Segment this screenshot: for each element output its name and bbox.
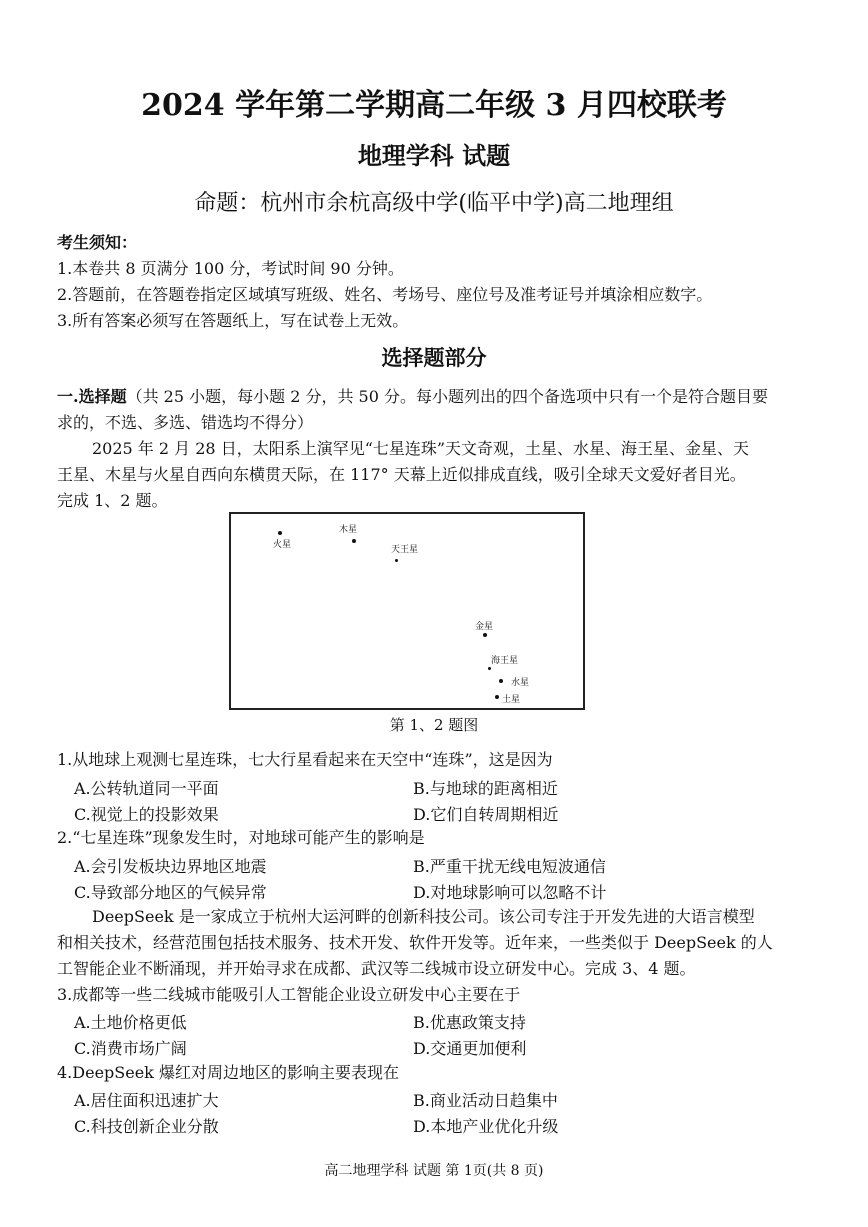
saturn-dot [495, 695, 499, 699]
passage1-line: 完成 1、2 题。 [57, 491, 168, 510]
saturn-label: 土星 [502, 695, 521, 705]
option-d[interactable]: D.对地球影响可以忽略不计 [413, 883, 607, 902]
figure-caption: 第 1、2 题图 [389, 716, 479, 734]
question-stem: 1.从地球上观测七星连珠，七大行星看起来在天空中“连珠”，这是因为 [57, 750, 553, 769]
option-c[interactable]: C.导致部分地区的气候异常 [74, 883, 267, 902]
passage1-line: 王星、木星与火星自西向东横贯天际，在 117° 天幕上近似排成直线，吸引全球天文爱好者目光。 [57, 465, 746, 484]
mars-label: 火星 [273, 540, 292, 550]
notice-item: 1.本卷共 8 页满分 100 分，考试时间 90 分钟。 [57, 259, 404, 278]
jupiter-label: 木星 [339, 525, 358, 535]
jupiter-dot [352, 539, 356, 543]
uranus-dot [395, 559, 398, 562]
section-instr-text: （共 25 小题，每小题 2 分，共 50 分。每小题列出的四个备选项中只有一个是符合题目要 [126, 387, 768, 406]
option-a[interactable]: A.土地价格更低 [74, 1013, 187, 1032]
passage2-line: 工智能企业不断涌现，并开始寻求在成都、武汉等二线城市设立研发中心。完成 3、4 题。 [57, 959, 696, 978]
question-stem: 2.“七星连珠”现象发生时，对地球可能产生的影响是 [57, 828, 425, 847]
option-d[interactable]: D.交通更加便利 [413, 1039, 527, 1058]
venus-label: 金星 [475, 622, 494, 632]
mercury-dot [499, 679, 503, 683]
notice-item: 3.所有答案必须写在答题纸上，写在试卷上无效。 [57, 311, 409, 330]
section-instr-line2: 求的，不选、多选、错选均不得分） [57, 413, 314, 432]
planet-alignment-figure [229, 512, 585, 710]
page-footer: 高二地理学科 试题 第 1页(共 8 页) [324, 1163, 544, 1179]
uranus-label: 天王星 [391, 545, 419, 555]
option-d[interactable]: D.它们自转周期相近 [413, 805, 559, 824]
option-b[interactable]: B.严重干扰无线电短波通信 [413, 857, 606, 876]
option-c[interactable]: C.消费市场广阔 [74, 1039, 187, 1058]
notice-item: 2.答题前，在答题卷指定区域填写班级、姓名、考场号、座位号及准考证号并填涂相应数字。 [57, 285, 713, 304]
question-stem: 4.DeepSeek 爆红对周边地区的影响主要表现在 [57, 1063, 399, 1082]
option-b[interactable]: B.商业活动日趋集中 [413, 1091, 558, 1110]
exam-author: 命题：杭州市余杭高级中学(临平中学)高二地理组 [194, 191, 674, 216]
section-instructions [57, 384, 768, 410]
section-instr-bold: 一.选择题 [57, 387, 127, 406]
option-a[interactable]: A.会引发板块边界地区地震 [74, 857, 267, 876]
option-b[interactable]: B.与地球的距离相近 [413, 779, 558, 798]
passage1-line: 2025 年 2 月 28 日，太阳系上演罕见“七星连珠”天文奇观，土星、水星、海王星、金星、天 [92, 439, 750, 458]
question-stem: 3.成都等一些二线城市能吸引人工智能企业设立研发中心主要在于 [57, 985, 521, 1004]
neptune-label: 海王星 [491, 656, 519, 666]
venus-dot [483, 633, 487, 637]
option-d[interactable]: D.本地产业优化升级 [413, 1117, 559, 1136]
passage2-line: 和相关技术，经营范围包括技术服务、技术开发、软件开发等。近年来，一些类似于 DeepSeek 的人 [57, 933, 773, 952]
mercury-label: 水星 [511, 678, 530, 688]
passage2-line: DeepSeek 是一家成立于杭州大运河畔的创新科技公司。该公司专注于开发先进的大语言模型 [92, 907, 755, 926]
neptune-dot [488, 667, 491, 670]
option-c[interactable]: C.视觉上的投影效果 [74, 805, 219, 824]
option-a[interactable]: A.居住面积迅速扩大 [74, 1091, 219, 1110]
exam-subtitle: 地理学科 试题 [357, 141, 511, 170]
option-c[interactable]: C.科技创新企业分散 [74, 1117, 219, 1136]
option-b[interactable]: B.优惠政策支持 [413, 1013, 526, 1032]
option-a[interactable]: A.公转轨道同一平面 [74, 779, 219, 798]
notice-heading: 考生须知： [57, 233, 138, 252]
mars-dot [278, 531, 282, 535]
exam-title: 2024 学年第二学期高二年级 3 月四校联考 [141, 88, 727, 123]
section-title: 选择题部分 [381, 345, 487, 370]
